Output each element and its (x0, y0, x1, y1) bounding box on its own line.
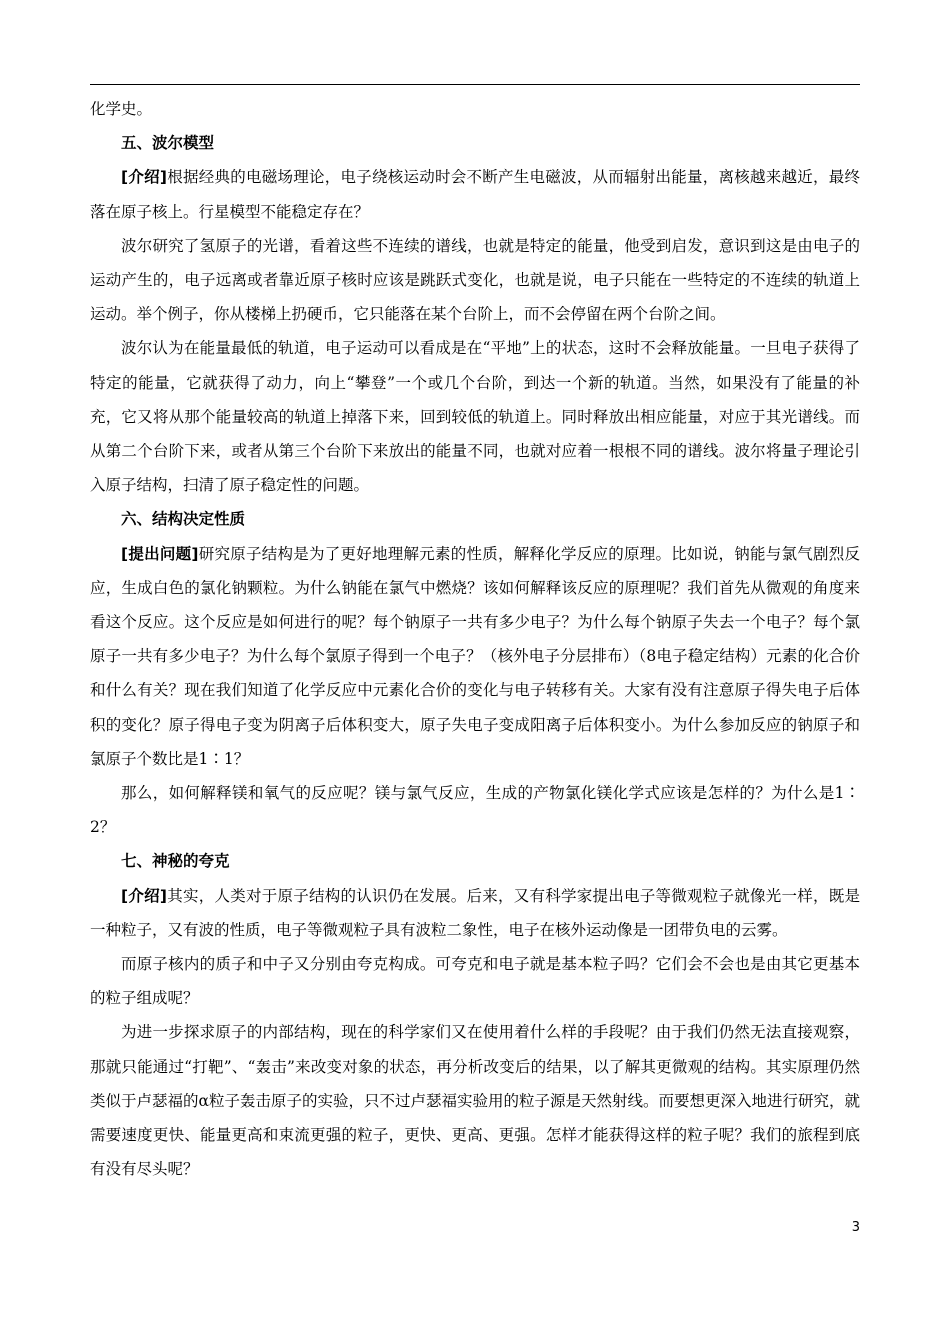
paragraph (90, 879, 860, 947)
paragraph: 为进一步探求原子的内部结构，现在的科学家们又在使用着什么样的手段呢？由于我们仍然无法直接观察，那就只能通过“打靶”、“轰击”来改变对象的状态，再分析改变后的结果，以了解其更微观的结构。其实原理仍然类似于卢瑟福的α粒子轰击原子的实验，只不过卢瑟福实验用的粒子源是天然射线。而要想更深入地进行研究，就需要速度更快、能量更高和束流更强的粒子，更快、更高、更强。怎样才能获得这样的粒子呢？我们的旅程到底有没有尽头呢？ (90, 1023, 860, 1179)
paragraph (90, 160, 860, 228)
paragraph (90, 537, 860, 776)
header-rule (90, 84, 860, 85)
continuation-text: 化学史。 (90, 100, 153, 118)
section-heading-quarks: 七、神秘的夸克 (121, 852, 230, 871)
document-body (90, 92, 860, 1187)
intro-tag: [介绍] (121, 168, 167, 187)
question-text: 研究原子结构是为了更好地理解元素的性质，解释化学反应的原理。比如说，钠能与氯气剧烈反应，生成白色的氯化钠颗粒。为什么钠能在氯气中燃烧？该如何解释该反应的原理呢？我们首先从微观的角度来看这个反应。这个反应是如何进行的呢？每个钠原子一共有多少电子？为什么每个钠原子失去一个电子？每个氯原子一共有多少电子？为什么每个氯原子得到一个电子？（核外电子分层排布）（8电子稳定结构）元素的化合价和什么有关？现在我们知道了化学反应中元素化合价的变化与电子转移有关。大家有没有注意原子得失电子后体积的变化？原子得电子变为阴离子后体积变大，原子失电子变成阳离子后体积变小。为什么参加反应的钠原子和氯原子个数比是1∶1？ (90, 544, 860, 768)
paragraph: 波尔研究了氢原子的光谱，看着这些不连续的谱线，也就是特定的能量，他受到启发，意识到这是由电子的运动产生的，电子远离或者靠近原子核时应该是跳跃式变化，也就是说，电子只能在一些特定的不连续的轨道上运动。举个例子，你从楼梯上扔硬币，它只能落在某个台阶上，而不会停留在两个台阶之间。 (90, 236, 860, 324)
section-heading-bohr-model: 五、波尔模型 (121, 134, 215, 153)
paragraph: 波尔认为在能量最低的轨道，电子运动可以看成是在“平地”上的状态，这时不会释放能量。一旦电子获得了特定的能量，它就获得了动力，向上“攀登”一个或几个台阶，到达一个新的轨道。当然，如果没有了能量的补充，它又将从那个能量较高的轨道上掉落下来，回到较低的轨道上。同时释放出相应能量，对应于其光谱线。而从第二个台阶下来，或者从第三个台阶下来放出的能量不同，也就对应着一根根不同的谱线。波尔将量子理论引入原子结构，扫清了原子稳定性的问题。 (90, 339, 860, 495)
intro-text: 根据经典的电磁场理论，电子绕核运动时会不断产生电磁波，从而辐射出能量，离核越来越近，最终落在原子核上。行星模型不能稳定存在？ (90, 168, 860, 221)
question-tag: [提出问题] (121, 544, 199, 563)
page-number: 3 (851, 1220, 860, 1235)
intro-tag: [介绍] (121, 886, 167, 905)
paragraph: 那么，如何解释镁和氧气的反应呢？镁与氯气反应，生成的产物氯化镁化学式应该是怎样的？为什么是1∶2？ (90, 784, 860, 837)
section-heading-structure-properties: 六、结构决定性质 (121, 510, 246, 529)
paragraph: 而原子核内的质子和中子又分别由夸克构成。可夸克和电子就是基本粒子吗？它们会不会也是由其它更基本的粒子组成呢？ (90, 955, 860, 1008)
intro-text: 其实，人类对于原子结构的认识仍在发展。后来，又有科学家提出电子等微观粒子就像光一样，既是一种粒子，又有波的性质，电子等微观粒子具有波粒二象性，电子在核外运动像是一团带负电的云雾。 (90, 886, 860, 939)
